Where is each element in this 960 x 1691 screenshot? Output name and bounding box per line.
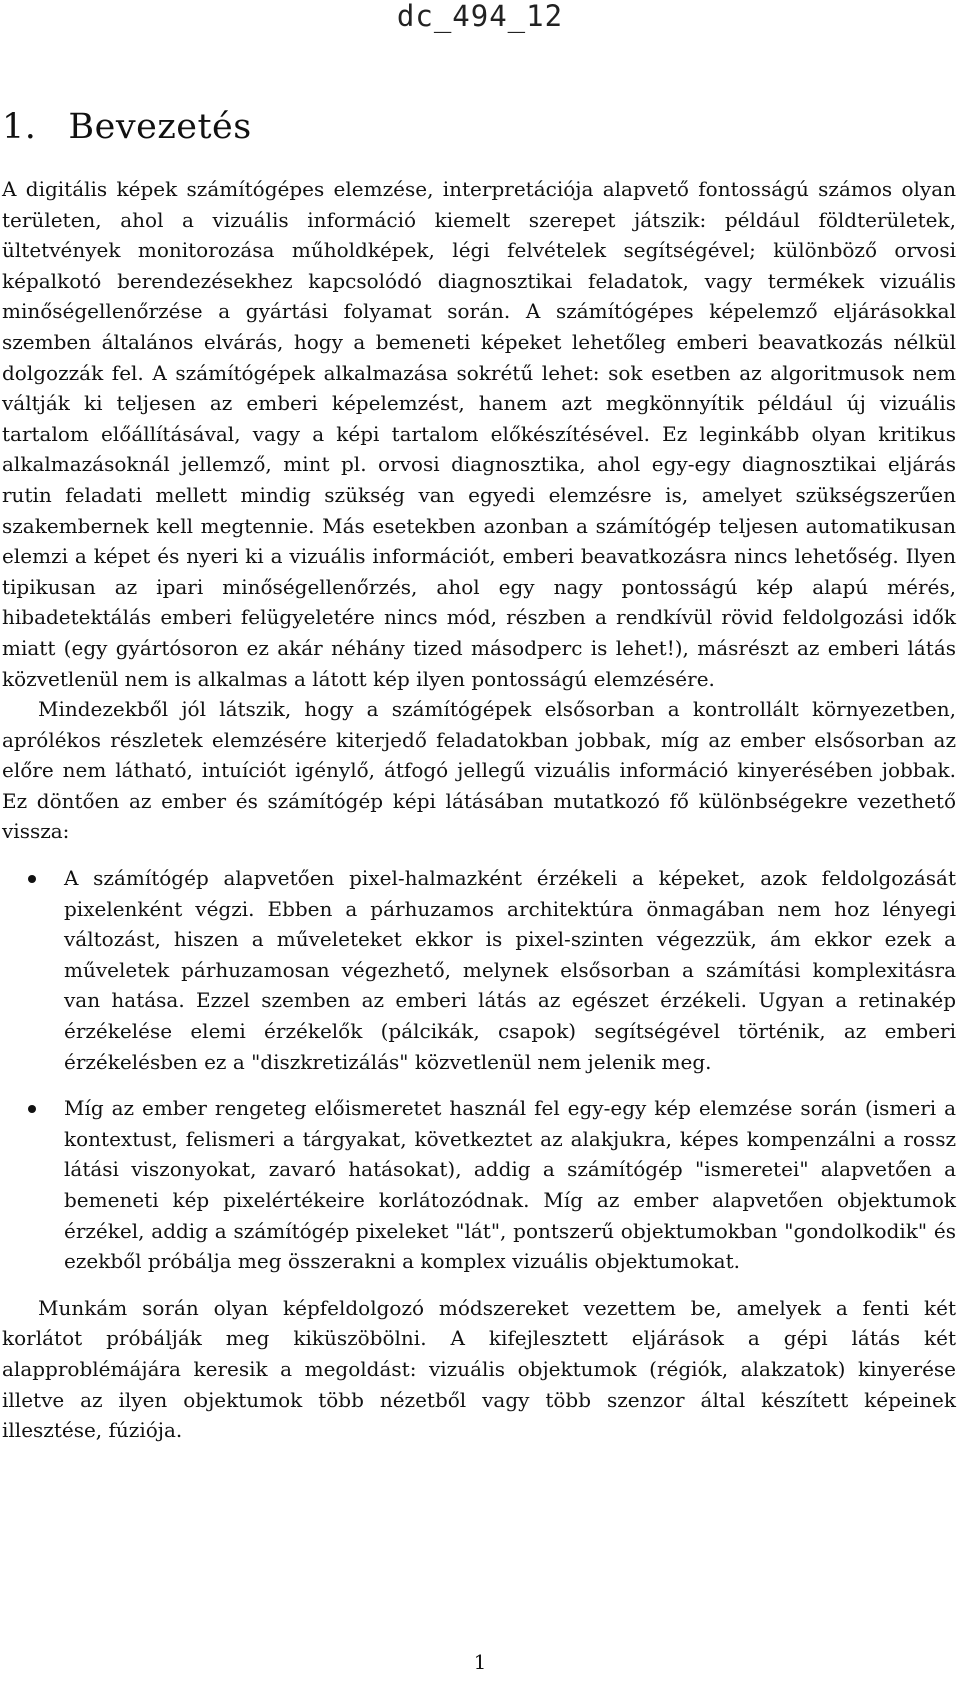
list-item xyxy=(2,1093,956,1277)
page-content xyxy=(2,105,956,1446)
list-item-text: Míg az ember rengeteg előismeretet használ fel egy-egy kép elemzése során (ismeri a kontextust, felismeri a tárgyakat, következtet az alakjukra, képes kompenzálni a rossz látási viszonyokat, zavaró hatásokat), addig a számítógép "ismeretei" alapvetően a bemeneti kép pixelértékeire korlátozódnak. Míg az ember alapvetően objektumok érzékel, addig a számítógép pixeleket "lát", pontszerű objektumokban "gondolkodik" és ezekből próbálja meg összerakni a komplex vizuális objektumokat. xyxy=(64,1096,956,1274)
section-number: 1. xyxy=(2,107,37,147)
differences-paragraph: Mindezekből jól látszik, hogy a számítógépek elsősorban a kontrollált környezetben, aprólékos részletek elemzésére kiterjedő feladatokban jobbak, míg az ember elsősorban az előre nem látható, intuíciót igénylő, átfogó jellegű vizuális információ kinyerésében jobbak. Ez döntően az ember és számítógép képi látásában mutatkozó fő különbségekre vezethető vissza: xyxy=(2,697,956,844)
conclusion-paragraph: Munkám során olyan képfeldolgozó módszereket vezettem be, amelyek a fenti két korlátot próbálják meg kiküszöbölni. A kifejlesztett eljárások a gépi látás két alapproblémájára keresik a megoldást: vizuális objektumok (régiók, alakzatok) kinyerése illetve az ilyen objektumok több nézetből vagy több szenzor által készített képeinek illesztése, fúziója. xyxy=(2,1295,956,1443)
list-item-text: A számítógép alapvetően pixel-halmazként érzékeli a képeket, azok feldolgozását pixelenként végzi. Ebben a párhuzamos architektúra önmagában nem hoz lényegi változást, hiszen a műveleteket ekkor is pixel-szinten végezzük, ám ekkor ezek a műveletek párhuzamosan végezhető, melynek elsősorban a számítási komplexitásra van hatása. Ezzel szemben az emberi látás az egészet érzékeli. Ugyan a retinakép érzékelése elemi érzékelők (pálcikák, csapok) segítségével történik, az emberi érzékelésben ez a "diszkretizálás" közvetlenül nem jelenik meg. xyxy=(64,866,956,1074)
page-number: 1 xyxy=(473,1650,487,1674)
bullet-icon xyxy=(28,875,36,883)
section-title: Bevezetés xyxy=(68,107,252,147)
list-item xyxy=(2,863,956,1077)
intro-paragraph: A digitális képek számítógépes elemzése, interpretációja alapvető fontosságú számos olyan területen, ahol a vizuális információ kiemelt szerepet játszik: például földterületek, ültetvények monitorozása műholdképek, légi felvételek segítségével; különböző orvosi képalkotó berendezésekhez kapcsolódó diagnosztikai feladatok, vagy termékek vizuális minőségellenőrzése a gyártási folyamat során. A számítógépes képelemző eljárásokkal szemben általános elvárás, hogy a bemeneti képeket lehetőleg emberi beavatkozás nélkül dolgozzák fel. A számítógépek alkalmazása sokrétű lehet: sok esetben az algoritmusok nem váltják ki teljesen az emberi képelemzést, hanem azt megkönnyítik például új vizuális tartalom előállításával, vagy a képi tartalom előkészítésével. Ez leginkább olyan kritikus alkalmazásoknál jellemző, mint pl. orvosi diagnosztika, ahol egy-egy diagnosztikai eljárás rutin feladati mellett mindig szükség van egyedi elemzésre is, amelyet szükségszerűen szakembernek kell megtennie. Más esetekben azonban a számítógép teljesen automatikusan elemzi a képet és nyeri ki a vizuális információt, emberi beavatkozásra nincs lehetőség. Ilyen tipikusan az ipari minőségellenőrzés, ahol egy nagy pontosságú kép alapú mérés, hibadetektálás emberi felügyeletére nincs mód, részben a rendkívül rövid feldolgozási idők miatt (egy gyártósoron ez akár néhány tized másodperc is lehet!), másrészt az emberi látás közvetlenül nem is alkalmas a látott kép ilyen pontosságú elemzésére. xyxy=(2,177,956,691)
bullet-icon xyxy=(28,1105,36,1113)
section-heading xyxy=(2,105,956,149)
differences-list xyxy=(2,863,956,1277)
document-id-header: dc_494_12 xyxy=(396,0,564,33)
